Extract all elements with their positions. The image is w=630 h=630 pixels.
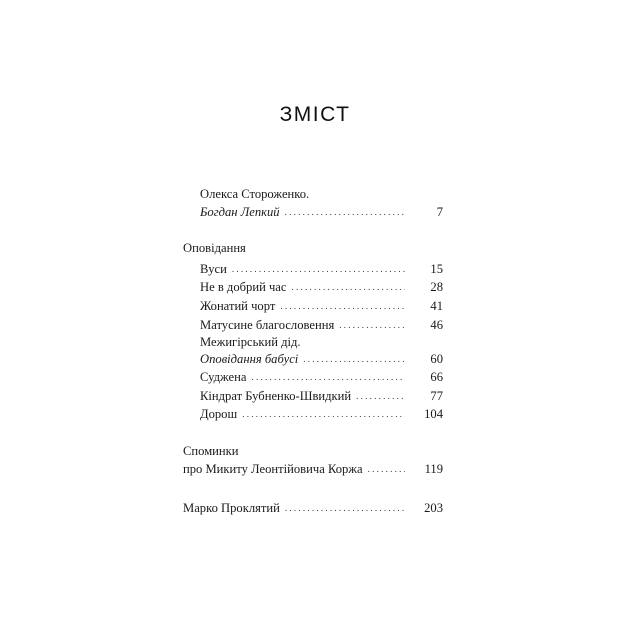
toc-entry-1[interactable]	[200, 259, 443, 279]
toc-entry-label: Дорош	[200, 407, 238, 421]
toc-entry-label: Суджена	[200, 370, 247, 384]
toc-entry-label: про Микиту Леонтійовича Коржа	[183, 462, 363, 476]
dot-leader	[356, 386, 405, 406]
toc-entry-label: Богдан Лепкий	[200, 205, 280, 219]
toc-entry-page: 41	[430, 299, 443, 313]
toc-entry-page: 60	[430, 352, 443, 366]
toc-entry-label: Кіндрат Бубненко-Швидкий	[200, 389, 352, 403]
toc-entry-8[interactable]	[200, 404, 443, 424]
toc-entry-label: Жонатий чорт	[200, 299, 276, 313]
dot-leader	[285, 498, 405, 518]
toc-entry-page: 28	[430, 280, 443, 294]
dot-leader	[339, 315, 405, 335]
dot-leader	[232, 259, 405, 279]
toc-entry-label: Марко Проклятий	[183, 501, 280, 515]
toc-entry-page: 66	[430, 370, 443, 384]
toc-entry-page: 203	[424, 501, 443, 515]
toc-entry-page: 119	[424, 462, 443, 476]
section-heading: Оповідання	[183, 241, 246, 255]
dot-leader	[242, 404, 405, 424]
toc-entry-2[interactable]	[200, 277, 443, 297]
toc-entry-page: 7	[436, 205, 443, 219]
toc-entry-label: Не в добрий час	[200, 280, 287, 294]
toc-entry-5[interactable]	[200, 349, 443, 369]
toc-entry-page: 15	[430, 262, 443, 276]
toc-entry-label: Оповідання бабусі	[200, 352, 299, 366]
memoirs-first-line: Споминки	[183, 444, 239, 458]
toc-entry-7[interactable]	[200, 386, 443, 406]
dot-leader	[368, 459, 405, 479]
toc-entry-label: Вуси	[200, 262, 227, 276]
toc-entry-6[interactable]	[200, 367, 443, 387]
toc-entry-intro[interactable]	[200, 202, 443, 222]
toc-entry-page: 46	[430, 318, 443, 332]
toc-entry-page: 104	[424, 407, 443, 421]
dot-leader	[280, 296, 405, 316]
dot-leader	[285, 202, 405, 222]
toc-entry-last[interactable]	[183, 498, 443, 518]
intro-author-line: Олекса Стороженко.	[200, 187, 310, 201]
dot-leader	[291, 277, 405, 297]
toc-entry-memoirs[interactable]	[183, 459, 443, 479]
toc-entry-5-first-line: Межигірський дід.	[200, 335, 301, 349]
toc-entry-page: 77	[430, 389, 443, 403]
dot-leader	[303, 349, 405, 369]
toc-entry-3[interactable]	[200, 296, 443, 316]
dot-leader	[251, 367, 405, 387]
page-title: ЗМІСТ	[279, 103, 351, 126]
toc-entry-label: Матусине благословення	[200, 318, 335, 332]
